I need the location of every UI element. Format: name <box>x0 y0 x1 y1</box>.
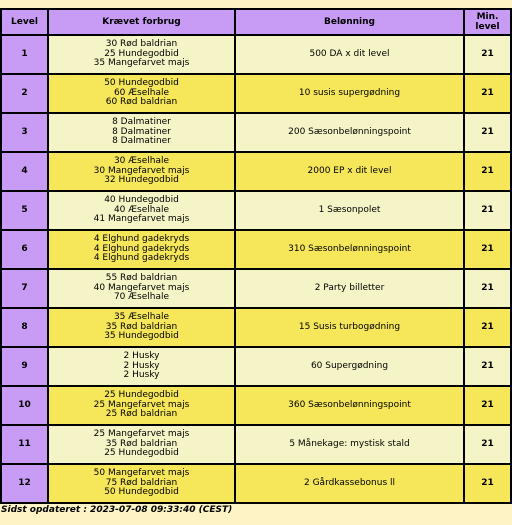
required-item: 25 Mangefarvet majs <box>93 399 190 410</box>
required-cell <box>49 36 234 73</box>
table-row <box>2 387 510 424</box>
required-item: 41 Mangefarvet majs <box>93 214 190 225</box>
required-item: 35 Hundegodbid <box>104 331 179 342</box>
required-item: 35 Rød baldrian <box>105 321 178 332</box>
table-row <box>2 153 510 190</box>
required-cell <box>49 348 234 385</box>
required-cell <box>49 426 234 463</box>
level-cell: 4 <box>2 153 47 190</box>
required-item: 50 Mangefarvet majs <box>93 467 190 478</box>
required-item: 35 Rød baldrian <box>105 438 178 449</box>
level-cell: 1 <box>2 36 47 73</box>
level-cell: 10 <box>2 387 47 424</box>
level-cell: 12 <box>2 465 47 502</box>
min-level-cell: 21 <box>465 465 510 502</box>
required-item: 2 Husky <box>123 370 160 381</box>
required-item: 70 Æselhale <box>113 292 170 303</box>
min-level-cell: 21 <box>465 36 510 73</box>
table-row <box>2 270 510 307</box>
reward-cell: 2000 EP x dit level <box>236 153 463 190</box>
required-item: 25 Hundegodbid <box>104 389 179 400</box>
header-min-level-line2: level <box>475 22 500 32</box>
reward-cell: 360 Sæsonbelønningspoint <box>236 387 463 424</box>
level-cell: 2 <box>2 75 47 112</box>
table-row <box>2 465 510 502</box>
required-item: 25 Hundegodbid <box>104 448 179 459</box>
table-row <box>2 36 510 73</box>
required-item: 4 Elghund gadekryds <box>93 233 190 244</box>
min-level-cell: 21 <box>465 270 510 307</box>
min-level-cell: 21 <box>465 75 510 112</box>
min-level-cell: 21 <box>465 387 510 424</box>
header-min-level-line1: Min. <box>476 12 499 22</box>
table-header <box>2 10 510 34</box>
min-level-cell: 21 <box>465 348 510 385</box>
level-cell: 7 <box>2 270 47 307</box>
required-item: 4 Elghund gadekryds <box>93 243 190 254</box>
header-row <box>2 10 510 34</box>
table-row <box>2 231 510 268</box>
required-item: 2 Husky <box>123 360 160 371</box>
required-item: 8 Dalmatiner <box>112 136 171 147</box>
level-cell: 8 <box>2 309 47 346</box>
header-reward: Belønning <box>236 10 463 34</box>
required-cell <box>49 387 234 424</box>
reward-cell: 200 Sæsonbelønningspoint <box>236 114 463 151</box>
level-cell: 5 <box>2 192 47 229</box>
reward-cell: 5 Månekage: mystisk stald <box>236 426 463 463</box>
required-item: 35 Æselhale <box>113 311 170 322</box>
required-item: 25 Hundegodbid <box>104 48 179 59</box>
required-item: 30 Rød baldrian <box>105 38 178 49</box>
min-level-cell: 21 <box>465 192 510 229</box>
required-item: 8 Dalmatiner <box>112 126 171 137</box>
level-cell: 11 <box>2 426 47 463</box>
header-min-level <box>465 10 510 34</box>
required-cell <box>49 192 234 229</box>
required-item: 30 Mangefarvet majs <box>93 165 190 176</box>
required-item: 32 Hundegodbid <box>104 175 179 186</box>
table-body <box>2 36 510 502</box>
level-cell: 9 <box>2 348 47 385</box>
reward-cell: 2 Party billetter <box>236 270 463 307</box>
reward-cell: 500 DA x dit level <box>236 36 463 73</box>
required-item: 60 Æselhale <box>113 87 170 98</box>
reward-cell: 1 Sæsonpolet <box>236 192 463 229</box>
min-level-cell: 21 <box>465 426 510 463</box>
min-level-cell: 21 <box>465 309 510 346</box>
table-row <box>2 75 510 112</box>
table-row <box>2 426 510 463</box>
required-item: 2 Husky <box>123 350 160 361</box>
level-cell: 6 <box>2 231 47 268</box>
reward-cell: 10 susis supergødning <box>236 75 463 112</box>
header-level: Level <box>2 10 47 34</box>
last-updated-text: Sidst opdateret : 2023-07-08 09:33:40 (CEST) <box>1 505 233 515</box>
reward-cell: 15 Susis turbogødning <box>236 309 463 346</box>
required-item: 75 Rød baldrian <box>105 477 178 488</box>
required-item: 30 Æselhale <box>113 155 170 166</box>
required-item: 55 Rød baldrian <box>105 272 178 283</box>
required-item: 25 Rød baldrian <box>105 409 178 420</box>
required-cell <box>49 465 234 502</box>
reward-cell: 2 Gårdkassebonus ll <box>236 465 463 502</box>
table-row <box>2 114 510 151</box>
required-item: 50 Hundegodbid <box>104 487 179 498</box>
required-item: 35 Mangefarvet majs <box>93 58 190 69</box>
required-cell <box>49 270 234 307</box>
required-item: 4 Elghund gadekryds <box>93 253 190 264</box>
table-row <box>2 309 510 346</box>
reward-cell: 310 Sæsonbelønningspoint <box>236 231 463 268</box>
level-cell: 3 <box>2 114 47 151</box>
required-item: 40 Mangefarvet majs <box>93 282 190 293</box>
table-row <box>2 348 510 385</box>
required-item: 50 Hundegodbid <box>104 77 179 88</box>
reward-cell: 60 Supergødning <box>236 348 463 385</box>
required-cell <box>49 75 234 112</box>
header-required: Krævet forbrug <box>49 10 234 34</box>
required-item: 40 Hundegodbid <box>104 194 179 205</box>
required-cell <box>49 114 234 151</box>
required-cell <box>49 231 234 268</box>
required-item: 60 Rød baldrian <box>105 97 178 108</box>
required-cell <box>49 153 234 190</box>
min-level-cell: 21 <box>465 231 510 268</box>
required-item: 40 Æselhale <box>113 204 170 215</box>
required-item: 25 Mangefarvet majs <box>93 428 190 439</box>
table-row <box>2 192 510 229</box>
min-level-cell: 21 <box>465 114 510 151</box>
rewards-table <box>0 8 512 504</box>
required-item: 8 Dalmatiner <box>112 116 171 127</box>
required-cell <box>49 309 234 346</box>
min-level-cell: 21 <box>465 153 510 190</box>
